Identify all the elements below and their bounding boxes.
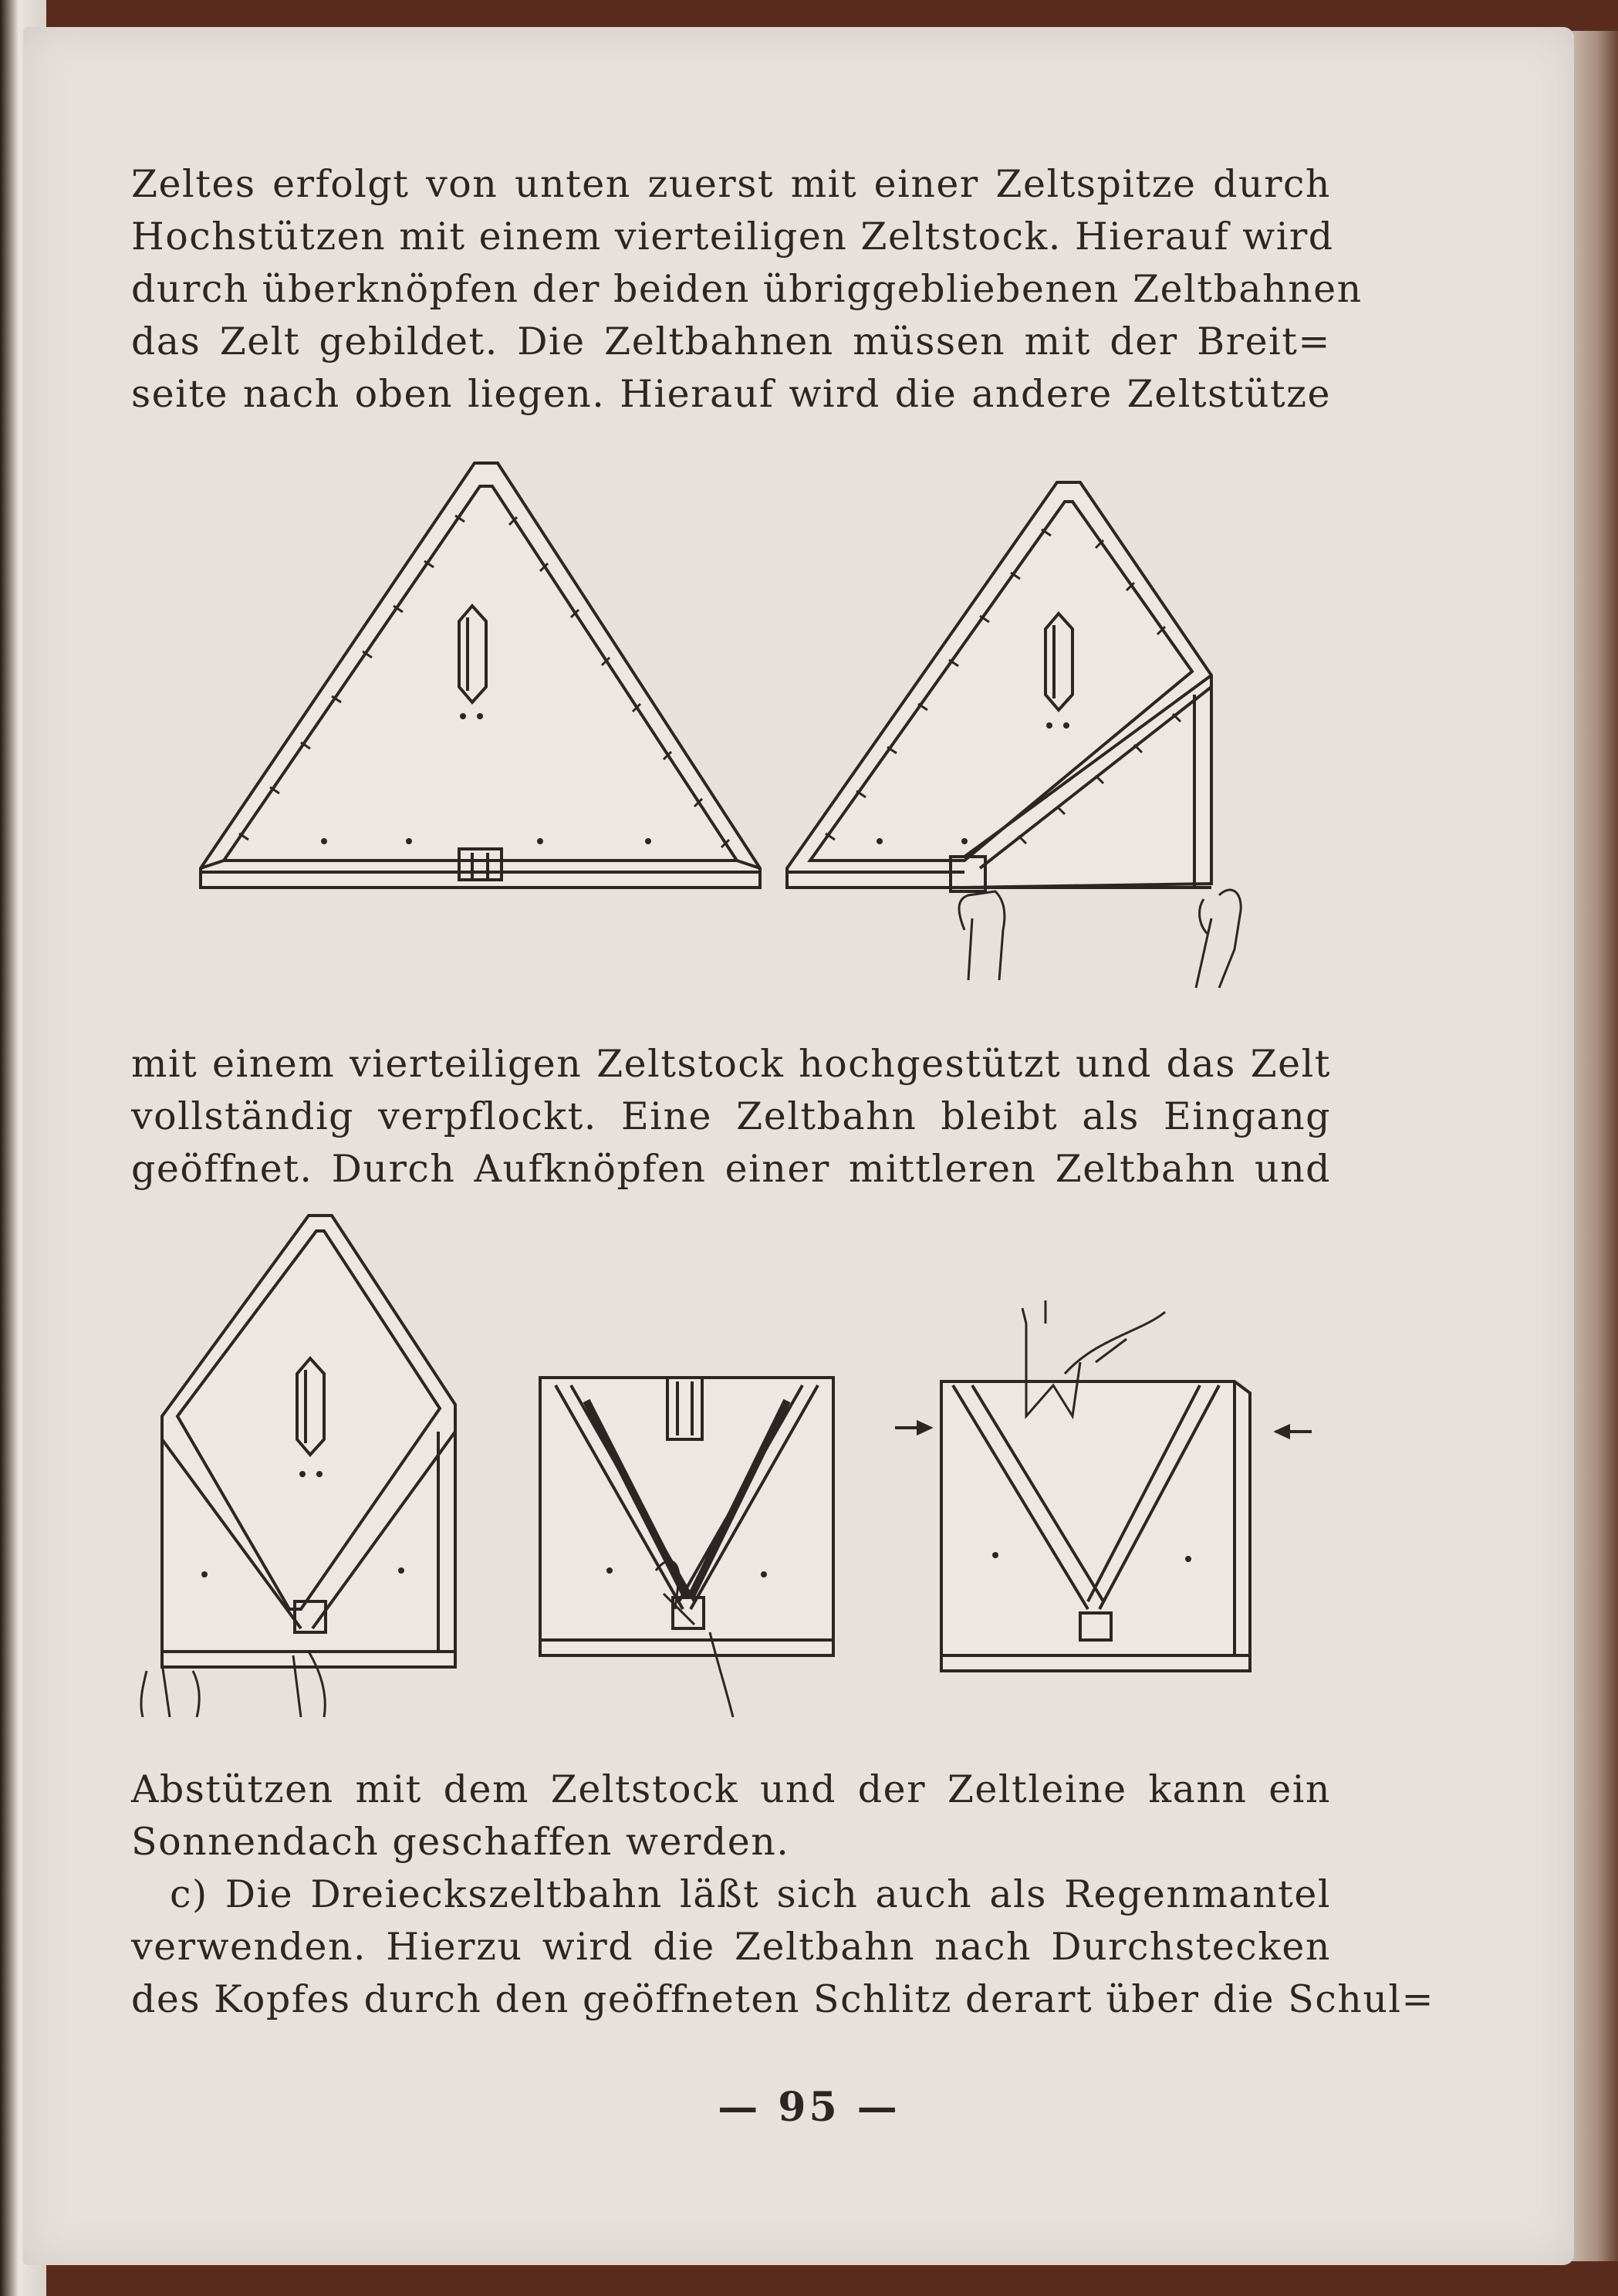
page-stack-edge [1566, 31, 1618, 2261]
text-line: Hochstützen mit einem vierteiligen Zeltstock. Hierauf wird [131, 215, 1334, 259]
triangle-sheet-flat [201, 463, 760, 888]
figure-triangle-sheets [193, 455, 1273, 996]
text-line: seite nach oben liegen. Hierauf wird die andere Zeltstütze [131, 372, 1331, 416]
paragraph-1 [131, 158, 1363, 421]
paragraph-2 [131, 1038, 1331, 1195]
text-line: Zeltes erfolgt von unten zuerst mit einer Zeltspitze durch [131, 162, 1331, 206]
triangle-sheet-folding [787, 482, 1241, 988]
figure-folding-stages [123, 1208, 1327, 1717]
text-line: des Kopfes durch den geöffneten Schlitz derart über die Schul= [131, 1977, 1435, 2021]
folding-stage-final [895, 1300, 1312, 1671]
text-line: verwenden. Hierzu wird die Zeltbahn nach Durchstecken [131, 1925, 1331, 1969]
folding-stage-v-fold [540, 1378, 833, 1717]
folding-stage-diamond [141, 1216, 455, 1717]
text-line: geöffnet. Durch Aufknöpfen einer mittleren Zeltbahn und [131, 1147, 1331, 1191]
paragraph-3 [131, 1763, 1435, 2026]
page-number: — 95 — [718, 2084, 900, 2131]
text-line: Sonnendach geschaffen werden. [131, 1820, 790, 1864]
text-line: c) Die Dreieckszeltbahn läßt sich auch als Regenmantel [170, 1872, 1331, 1916]
text-line: durch überknöpfen der beiden übriggebliebenen Zeltbahnen [131, 267, 1363, 311]
text-line: vollständig verpflockt. Eine Zeltbahn bleibt als Eingang [131, 1094, 1331, 1138]
text-line: Abstützen mit dem Zeltstock und der Zeltleine kann ein [131, 1767, 1331, 1811]
text-line: mit einem vierteiligen Zeltstock hochgestützt und das Zelt [131, 1042, 1331, 1086]
text-line: das Zelt gebildet. Die Zeltbahnen müssen mit der Breit= [131, 320, 1331, 364]
